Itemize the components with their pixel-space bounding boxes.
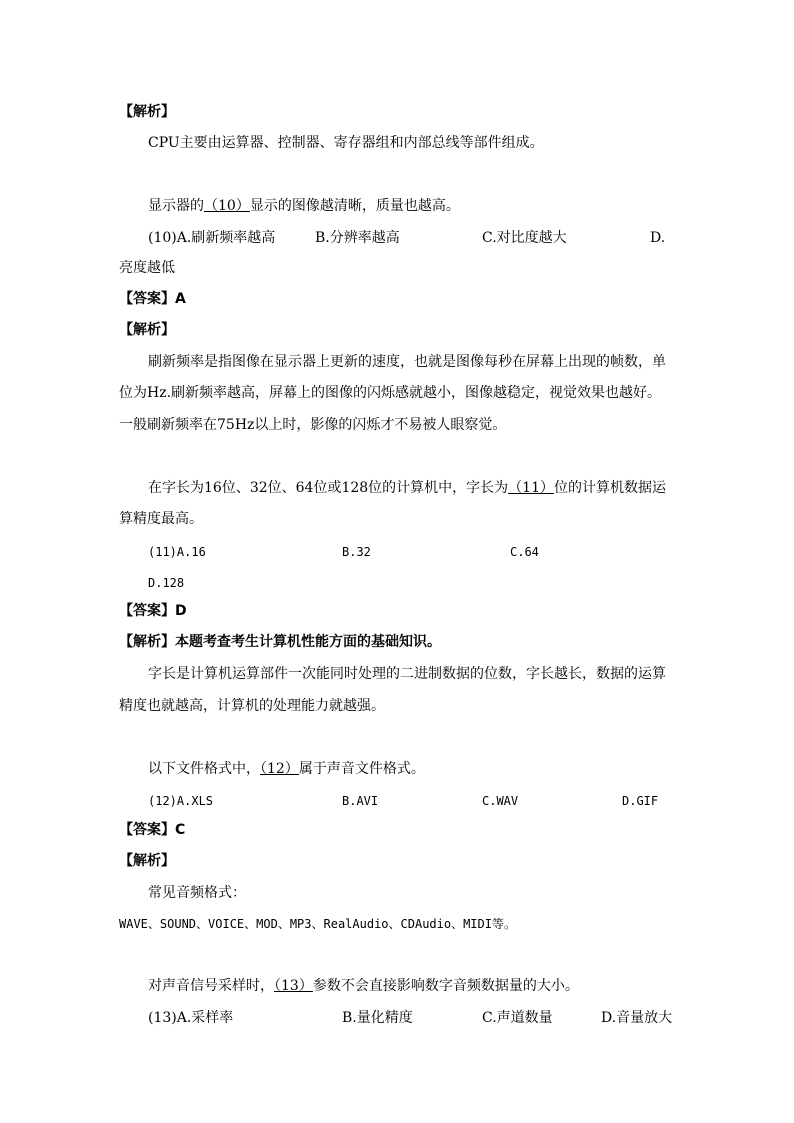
answer-blank: （13） — [274, 978, 313, 994]
stem-part: 以下文件格式中， — [148, 761, 260, 777]
option-c: C.对比度越大 — [482, 230, 567, 246]
analysis-line: 【解析】本题考查考生计算机性能方面的基础知识。 — [119, 634, 441, 650]
question-13-stem — [148, 977, 579, 995]
analysis-text: 字长是计算机运算部件一次能同时处理的二进制数据的位数，字长越长，数据的运算 — [148, 666, 666, 682]
answer-blank: （11） — [508, 480, 554, 496]
stem-part: 属于声音文件格式。 — [298, 761, 425, 777]
analysis-text: 常见音频格式： — [148, 885, 246, 901]
answer-line: 【答案】C — [119, 822, 186, 838]
stem-part: 显示器的 — [148, 198, 204, 214]
answer-blank: （12） — [260, 761, 299, 777]
option-d: D.128 — [148, 576, 185, 590]
analysis-label: 【解析】 — [119, 853, 175, 869]
option-b: B.量化精度 — [342, 1010, 413, 1026]
option-d-continued: 亮度越低 — [119, 260, 175, 276]
option-c: C.WAV — [482, 794, 519, 808]
stem-part: 显示的图像越清晰，质量也越高。 — [249, 198, 460, 214]
answer-line: 【答案】A — [119, 291, 186, 307]
question-12-stem — [148, 760, 425, 778]
option-a: (13)A.采样率 — [148, 1010, 234, 1026]
option-b: B.分辨率越高 — [315, 230, 400, 246]
answer-blank: （10） — [204, 198, 250, 214]
option-b: B.32 — [342, 545, 371, 559]
analysis-text: WAVE、SOUND、VOICE、MOD、MP3、RealAudio、CDAudio、MIDI等。 — [119, 917, 516, 931]
option-b: B.AVI — [342, 794, 379, 808]
stem-part: 位的计算机数据运 — [554, 480, 666, 496]
stem-part: 参数不会直接影响数字音频数据量的大小。 — [312, 978, 579, 994]
option-d: D.音量放大 — [601, 1010, 673, 1026]
option-c: C.声道数量 — [482, 1010, 553, 1026]
option-c: C.64 — [510, 545, 539, 559]
stem-part: 对声音信号采样时， — [148, 978, 274, 994]
option-a: (11)A.16 — [148, 545, 206, 559]
question-11-stem — [148, 479, 666, 497]
option-d: D.GIF — [622, 794, 659, 808]
answer-line: 【答案】D — [119, 603, 187, 619]
option-a: (10)A.刷新频率越高 — [148, 230, 276, 246]
stem-part: 在字长为16位、32位、64位或128位的计算机中，字长为 — [148, 480, 509, 496]
analysis-label: 【解析】 — [119, 322, 175, 338]
analysis-text: 位为Hz.刷新频率越高，屏幕上的图像的闪烁感就越小，图像越稳定，视觉效果也越好。 — [119, 385, 662, 401]
analysis-label: 【解析】 — [119, 104, 175, 120]
question-10-stem — [148, 197, 460, 215]
analysis-text: 一般刷新频率在75Hz以上时，影像的闪烁才不易被人眼察觉。 — [119, 417, 507, 433]
option-a: (12)A.XLS — [148, 794, 214, 808]
question-11-stem-continued: 算精度最高。 — [119, 511, 203, 527]
option-d: D. — [650, 230, 666, 246]
analysis-text: 精度也就越高，计算机的处理能力就越强。 — [119, 698, 385, 714]
analysis-text: CPU主要由运算器、控制器、寄存器组和内部总线等部件组成。 — [148, 135, 544, 151]
analysis-text: 刷新频率是指图像在显示器上更新的速度，也就是图像每秒在屏幕上出现的帧数，单 — [148, 354, 666, 370]
